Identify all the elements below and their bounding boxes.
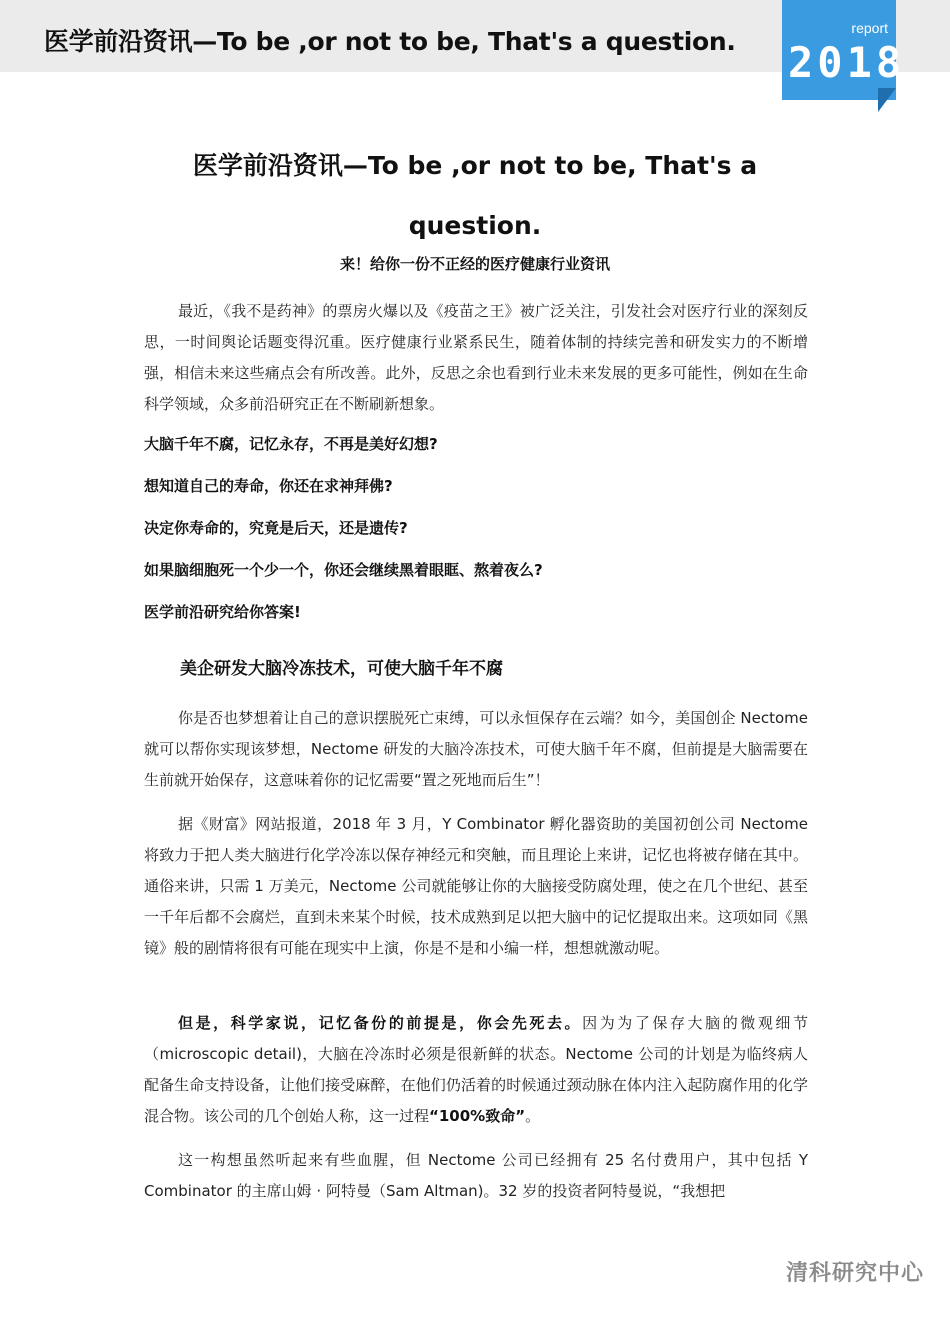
- question-3: 决定你寿命的，究竟是后天，还是遗传?: [144, 519, 408, 537]
- paragraph-3-text: 因为为了保存大脑的微观细节（microscopic detail)，大脑在冷冻时必须是很新鲜的状态。Nectome 公司的计划是为临终病人配备生命支持设备，让他们接受麻醉，在他们仍活着的时候通过颈动脉在体内注入起防腐作用的化学混合物。该公司的几个创始人称，这一过程: [144, 1014, 808, 1125]
- paragraph-1: 你是否也梦想着让自己的意识摆脱死亡束缚，可以永恒保存在云端？如今，美国创企 Nectome 就可以帮你实现该梦想，Nectome 研发的大脑冷冻技术，可使大脑千年不腐，但前提是大脑需要在生前就开始保存，这意味着你的记忆需要“置之死地而后生”！: [144, 709, 808, 789]
- badge-report-label: report: [851, 20, 888, 36]
- paragraph-3: [144, 1008, 808, 1132]
- intro-paragraph: 最近，《我不是药神》的票房火爆以及《疫苗之王》被广泛关注，引发社会对医疗行业的深刻反思，一时间舆论话题变得沉重。医疗健康行业紧系民生，随着体制的持续完善和研发实力的不断增强，相信未来这些痛点会有所改善。此外，反思之余也看到行业未来发展的更多可能性，例如在生命科学领域，众多前沿研究正在不断刷新想象。: [144, 302, 808, 413]
- document-subtitle: 来！给你一份不正经的医疗健康行业资讯: [339, 255, 610, 273]
- paragraph-4: 这一构想虽然听起来有些血腥，但 Nectome 公司已经拥有 25 名付费用户，其中包括 Y Combinator 的主席山姆 · 阿特曼（Sam Altman)。32 岁的投资者阿特曼说，“我想把: [144, 1151, 808, 1200]
- footer-logo: 清科研究中心: [786, 1261, 925, 1286]
- header-title: 医学前沿资讯—To be ,or not to be, That's a question.: [44, 27, 736, 56]
- badge-fold: [878, 88, 896, 112]
- paragraph-3-end: 。: [525, 1107, 541, 1125]
- report-year-badge: [782, 0, 906, 112]
- document-title: 医学前沿资讯—To be ,or not to be, That's a question.: [192, 151, 758, 240]
- section-heading: 美企研发大脑冷冻技术，可使大脑千年不腐: [180, 659, 503, 679]
- question-5: 医学前沿研究给你答案!: [144, 603, 301, 621]
- question-4: 如果脑细胞死一个少一个，你还会继续黑着眼眶、熬着夜么?: [144, 561, 543, 579]
- question-1: 大脑千年不腐，记忆永存，不再是美好幻想?: [144, 435, 438, 453]
- badge-year: 2018: [788, 38, 906, 87]
- paragraph-3-bold: 但是，科学家说，记忆备份的前提是，你会先死去。: [178, 1014, 583, 1032]
- question-2: 想知道自己的寿命，你还在求神拜佛?: [144, 477, 393, 495]
- paragraph-2: 据《财富》网站报道，2018 年 3 月，Y Combinator 孵化器资助的美国初创公司 Nectome 将致力于把人类大脑进行化学冷冻以保存神经元和突触，而且理论上来讲，记忆也将被存储在其中。通俗来讲，只需 1 万美元，Nectome 公司就能够让你的大脑接受防腐处理，使之在几个世纪、甚至一千年后都不会腐烂，直到未来某个时候，技术成熟到足以把大脑中的记忆提取出来。这项如同《黑镜》般的剧情将很有可能在现实中上演，你是不是和小编一样，想想就激动呢。: [144, 815, 808, 957]
- paragraph-3-bold-end: “100%致命”: [429, 1107, 526, 1125]
